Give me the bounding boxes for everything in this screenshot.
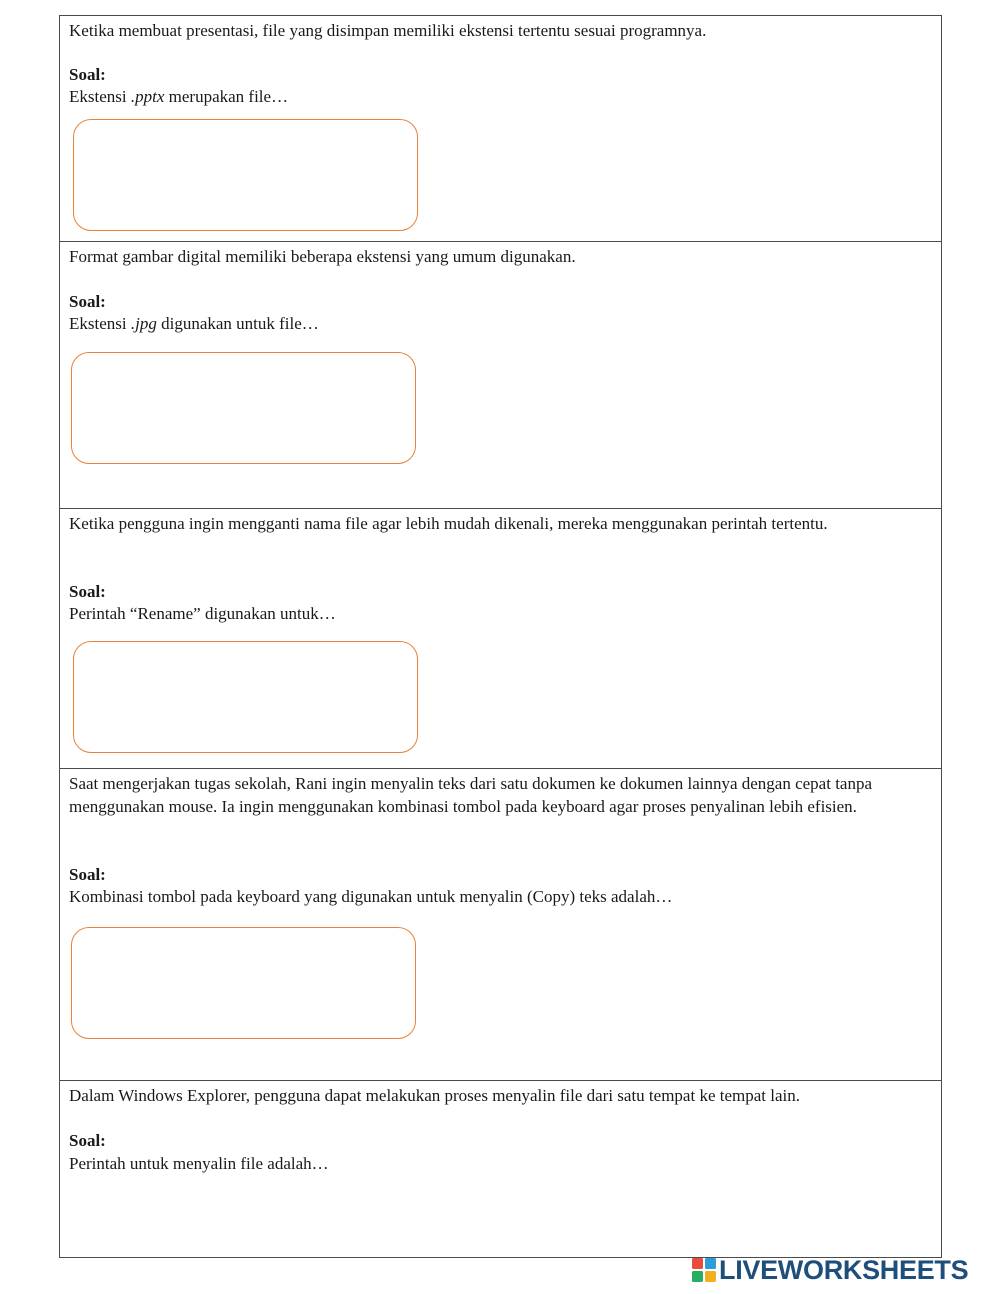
- question-5-prompt: Perintah untuk menyalin file adalah…: [69, 1154, 329, 1173]
- question-4-answer-box[interactable]: [71, 927, 416, 1039]
- question-2-prompt-after: digunakan untuk file…: [156, 314, 319, 333]
- question-4-prompt: Kombinasi tombol pada keyboard yang digunakan untuk menyalin (Copy) teks adalah…: [69, 887, 673, 906]
- question-3-answer-box[interactable]: [73, 641, 418, 753]
- question-5-soal-label: Soal:: [69, 1131, 106, 1150]
- liveworksheets-logo: [692, 1256, 968, 1284]
- question-2-prompt: [69, 312, 319, 335]
- question-2-prompt-before: Ekstensi: [69, 314, 131, 333]
- liveworksheets-mark-icon: [692, 1258, 716, 1282]
- worksheet-table: [59, 15, 942, 1258]
- question-1-prompt-after: merupakan file…: [164, 87, 289, 106]
- question-4-soal-label: Soal:: [69, 865, 106, 884]
- question-2-context: Format gambar digital memiliki beberapa ekstensi yang umum digunakan.: [69, 247, 576, 266]
- question-2-prompt-extension: .jpg: [130, 314, 157, 333]
- question-3-soal-label: Soal:: [69, 582, 106, 601]
- question-4-context: Saat mengerjakan tugas sekolah, Rani ingin menyalin teks dari satu dokumen ke dokumen lainnya dengan cepat tanpa menggunakan mouse. Ia ingin menggunakan kombinasi tombol pada keyboard agar proses penyalinan lebih efisien.: [69, 774, 873, 816]
- question-1-prompt-extension: .pptx: [130, 87, 165, 106]
- question-3-prompt: Perintah “Rename” digunakan untuk…: [69, 604, 336, 623]
- question-1-prompt: [69, 85, 288, 108]
- question-2-soal-label: Soal:: [69, 292, 106, 311]
- question-2: [60, 242, 941, 509]
- question-5-context: Dalam Windows Explorer, pengguna dapat melakukan proses menyalin file dari satu tempat ke tempat lain.: [69, 1086, 800, 1105]
- question-1-answer-box[interactable]: [73, 119, 418, 231]
- question-1-context: Ketika membuat presentasi, file yang disimpan memiliki ekstensi tertentu sesuai programnya.: [69, 21, 707, 40]
- question-1: [60, 16, 941, 242]
- question-2-answer-box[interactable]: [71, 352, 416, 464]
- liveworksheets-logo-text: LIVEWORKSHEETS: [719, 1255, 969, 1285]
- question-3-context: Ketika pengguna ingin mengganti nama file agar lebih mudah dikenali, mereka menggunakan perintah tertentu.: [69, 514, 828, 533]
- question-3: [60, 509, 941, 769]
- question-1-soal-label: Soal:: [69, 65, 106, 84]
- question-1-prompt-before: Ekstensi: [69, 87, 131, 106]
- question-4: [60, 769, 941, 1081]
- question-5: [60, 1081, 941, 1259]
